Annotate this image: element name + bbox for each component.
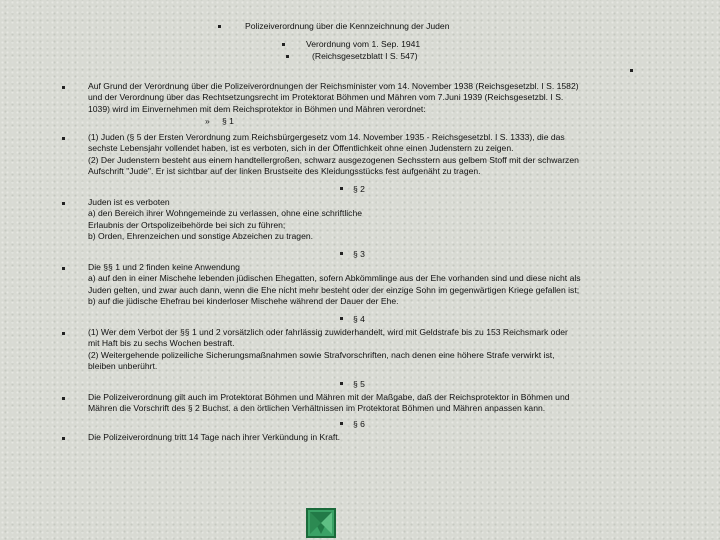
section-1-body bbox=[88, 132, 668, 177]
header-bullet bbox=[218, 25, 221, 28]
section-1-line: (2) Der Judenstern besteht aus einem handtellergroßen, schwarz ausgezogenen Sechsstern aus gelbem Stoff mit der schwarzen bbox=[88, 154, 579, 165]
section-1-line: sechste Lebensjahr vollendet haben, ist es verboten, sich in der Öffentlichkeit ohne einen Judenstern zu zeigen. bbox=[88, 143, 514, 154]
document-date: Verordnung vom 1. Sep. 1941 bbox=[306, 39, 421, 49]
section-2-line: Juden ist es verboten bbox=[88, 197, 170, 207]
list-bullet bbox=[62, 397, 65, 400]
list-bullet bbox=[62, 332, 65, 335]
section-4-line: mit Haft bis zu sechs Wochen bestraft. bbox=[88, 338, 235, 349]
section-6-heading: § 6 bbox=[353, 419, 365, 429]
section-2-heading: § 2 bbox=[353, 184, 365, 194]
section-5-body bbox=[88, 392, 668, 415]
heading-bullet bbox=[340, 187, 343, 190]
section-5-line: Mähren die Vorschrift des § 2 Buchst. a den örtlichen Verhältnissen im Protektorat Böhmen und Mähren anpassen kann. bbox=[88, 403, 546, 414]
preamble-line: und der Verordnung über das Rechtsetzungsrecht im Protektorat Böhmen und Mähren vom 7.Juni 1939 (Reichsgesetzbl. I S. bbox=[88, 92, 564, 103]
list-bullet bbox=[62, 437, 65, 440]
heading-bullet bbox=[340, 317, 343, 320]
next-slide-button[interactable] bbox=[306, 508, 336, 538]
section-5-heading: § 5 bbox=[353, 379, 365, 389]
heading-bullet bbox=[340, 252, 343, 255]
section-4-line: (2) Weitergehende polizeiliche Sicherungsmaßnahmen sowie Strafvorschriften, nach denen eine höhere Strafe verwirkt ist, bbox=[88, 349, 555, 360]
section-6-heading-row bbox=[340, 419, 365, 430]
section-6-body bbox=[88, 432, 668, 443]
arrow-down-icon bbox=[308, 510, 334, 536]
section-3-line: Juden gelten, und zwar auch dann, wenn die Ehe nicht mehr besteht oder der einzige Sohn im gegenwärtigen Kriege gefallen ist; bbox=[88, 284, 580, 295]
section-2-heading-row bbox=[340, 184, 365, 195]
header-bullet bbox=[286, 55, 289, 58]
header-bullet bbox=[282, 43, 285, 46]
list-bullet bbox=[62, 86, 65, 89]
section-3-body bbox=[88, 262, 668, 307]
preamble bbox=[88, 81, 668, 115]
preamble-line: 1039) wird im Einvernehmen mit dem Reichsprotektor in Böhmen und Mähren verordnet: bbox=[88, 103, 426, 114]
section-1-line: (1) Juden (§ 5 der Ersten Verordnung zum Reichsbürgergesetz vom 14. November 1935 - Reichsgesetzbl. I S. 1333), die das bbox=[88, 132, 565, 142]
section-2-line: a) den Bereich ihrer Wohngemeinde zu verlassen, ohne eine schriftliche bbox=[88, 208, 363, 219]
section-3-heading-row bbox=[340, 249, 365, 260]
section-2-line: b) Orden, Ehrenzeichen und sonstige Abzeichen zu tragen. bbox=[88, 230, 314, 241]
section-3-heading: § 3 bbox=[353, 249, 365, 259]
preamble-line: Auf Grund der Verordnung über die Polizeiverordnungen der Reichsminister vom 14. November 1938 (Reichsgesetzbl. I S. 1582) bbox=[88, 81, 579, 91]
section-4-heading: § 4 bbox=[353, 314, 365, 324]
section-6-line: Die Polizeiverordnung tritt 14 Tage nach ihrer Verkündung in Kraft. bbox=[88, 432, 341, 442]
section-5-line: Die Polizeiverordnung gilt auch im Protektorat Böhmen und Mähren mit der Maßgabe, daß der Reichsprotektor in Böhmen und bbox=[88, 392, 570, 402]
section-3-line: Die §§ 1 und 2 finden keine Anwendung bbox=[88, 262, 240, 272]
section-1-heading: § 1 bbox=[222, 116, 234, 126]
header-bullet bbox=[630, 69, 633, 72]
list-bullet bbox=[62, 137, 65, 140]
section-2-line: Erlaubnis der Ortspolizeibehörde bei sich zu führen; bbox=[88, 219, 286, 230]
section-3-line: b) auf die jüdische Ehefrau bei kinderloser Mischehe während der Dauer der Ehe. bbox=[88, 295, 399, 306]
section-1-marker: » bbox=[205, 116, 210, 126]
document-source: (Reichsgesetzblatt I S. 547) bbox=[312, 51, 418, 61]
section-4-line: (1) Wer dem Verbot der §§ 1 und 2 vorsätzlich oder fahrlässig zuwiderhandelt, wird mit Geldstrafe bis zu 153 Reichsmark oder bbox=[88, 327, 568, 337]
heading-bullet bbox=[340, 382, 343, 385]
section-3-line: a) auf den in einer Mischehe lebenden jüdischen Ehegatten, sofern Abkömmlinge aus der Ehe vorhanden sind und diese nicht als bbox=[88, 273, 581, 284]
section-2-body bbox=[88, 197, 668, 242]
section-4-heading-row bbox=[340, 314, 365, 325]
heading-bullet bbox=[340, 422, 343, 425]
section-1-line: Aufschrift "Jude". Er ist sichtbar auf der linken Brustseite des Kleidungsstücks fest aufgenäht zu tragen. bbox=[88, 165, 481, 176]
section-4-line: bleiben unberührt. bbox=[88, 360, 158, 371]
list-bullet bbox=[62, 267, 65, 270]
document-title: Polizeiverordnung über die Kennzeichnung der Juden bbox=[245, 21, 450, 31]
section-4-body bbox=[88, 327, 668, 372]
list-bullet bbox=[62, 202, 65, 205]
section-5-heading-row bbox=[340, 379, 365, 390]
